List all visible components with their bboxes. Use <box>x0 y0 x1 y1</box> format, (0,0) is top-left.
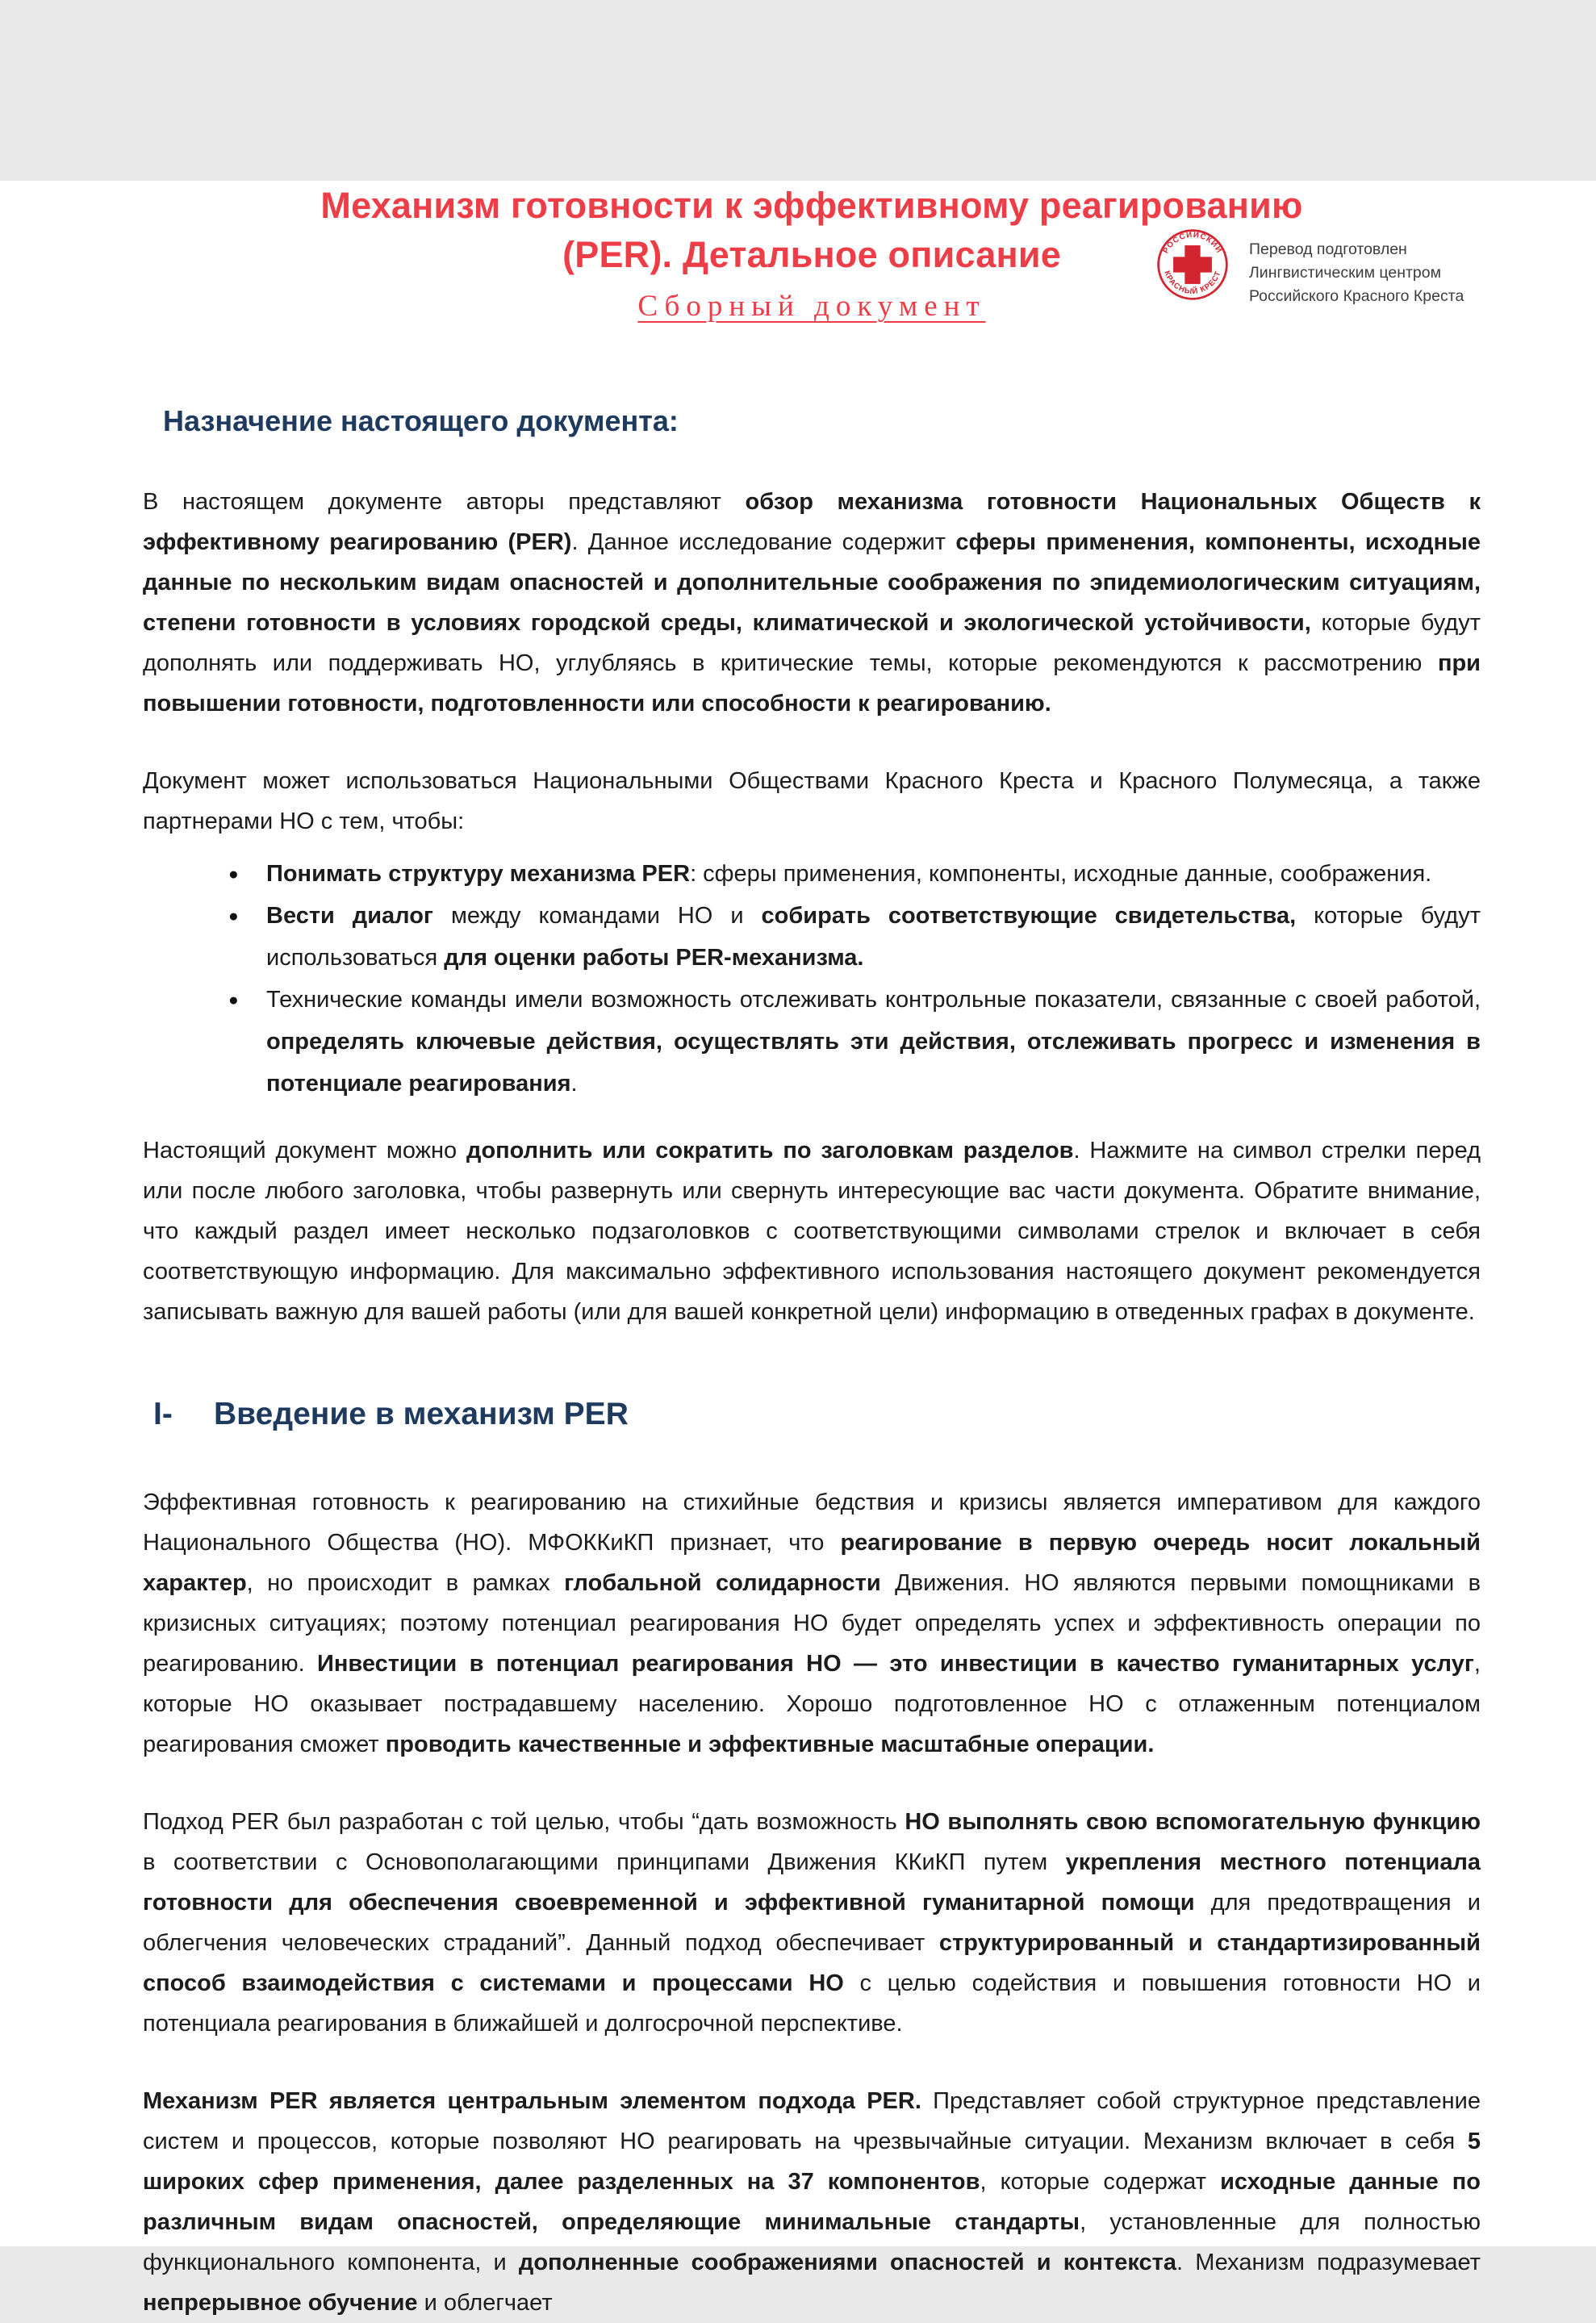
translation-credit-header <box>1155 228 1464 308</box>
paragraph-per-approach: Подход PER был разработан с той целью, чтобы “дать возможность НО выполнять свою вспомогательную функцию в соответствии с Основополагающими принципами Движения ККиКП путем укрепления местного потенциала готовности для обеспечения своевременной и эффективной гуманитарной помощи для предотвращения и облегчения человеческих страданий”. Данный подход обеспечивает структурированный и стандартизированный способ взаимодействия с системами и процессами НО с целью содействия и повышения готовности НО и потенциала реагирования в ближайшей и долгосрочной перспективе. <box>143 1809 1481 2037</box>
logo-arc-top-text: РОССИЙСКИЙ <box>1161 230 1224 256</box>
logo-arc-bottom-text: КРАСНЫЙ КРЕСТ <box>1162 269 1223 297</box>
list-item: ● Технические команды имели возможность отслеживать контрольные показатели, связанные с своей работой, определять ключевые действия, осуществлять эти действия, отслеживать прогресс и изменения в потенциале реагирования. <box>143 979 1481 1105</box>
list-item: ● Понимать структуру механизма PER: сферы применения, компоненты, исходные данные, соображения. <box>143 853 1481 895</box>
credit-text <box>1249 228 1464 308</box>
paragraph-overview: В настоящем документе авторы представляют обзор механизма готовности Национальных Обществ к эффективному реагированию (PER). Данное исследование содержит сферы применения, компоненты, исходные данные по нескольким видам опасностей и дополнительные соображения по эпидемиологическим ситуациям, степени готовности в условиях городской среды, климатической и экологической устойчивости, которые будут дополнять или поддерживать НО, углубляясь в критические темы, которые рекомендуются к рассмотрению при повышении готовности, подготовленности или способности к реагированию. <box>143 489 1481 717</box>
credit-line-3: Российского Красного Креста <box>1249 287 1464 305</box>
section-number: I- <box>153 1397 173 1431</box>
paragraph-navigation-note: Настоящий документ можно дополнить или сократить по заголовкам разделов. Нажмите на символ стрелки перед или после любого заголовка, чтобы развернуть или свернуть интересующие вас части документа. Обратите внимание, что каждый раздел имеет несколько подзаголовков с соответствующими символами стрелок и включает в себя соответствующую информацию. Для максимально эффективного использования настоящего документ рекомендуется записывать важную для вашей работы (или для вашей конкретной цели) информацию в отведенных графах в документе. <box>143 1138 1481 1325</box>
credit-line-2: Лингвистическим центром <box>1249 264 1441 282</box>
paragraph-per-mechanism: Механизм PER является центральным элементом подхода PER. Представляет собой структурное представление систем и процессов, которые позволяют НО реагировать на чрезвычайные ситуации. Механизм включает в себя 5 широких сфер применения, далее разделенных на 37 компонентов, которые содержат исходные данные по различным видам опасностей, определяющие минимальные стандарты, установленные для полностью функционального компонента, и дополненные соображениями опасностей и контекста. Механизм подразумевает непрерывное обучение и облегчает <box>143 2088 1481 2316</box>
title-line-1: Механизм готовности к эффективному реагированию <box>320 185 1303 226</box>
title-line-2: (PER). Детальное описание <box>562 234 1061 275</box>
paragraph-readiness: Эффективная готовность к реагированию на стихийные бедствия и кризисы является императивом для каждого Национального Общества (НО). МФОККиКП признает, что реагирование в первую очередь носит локальный характер, но происходит в рамках глобальной солидарности Движения. НО являются первыми помощниками в кризисных ситуациях; поэтому потенциал реагирования НО будет определять успех и эффективность операции по реагированию. Инвестиции в потенциал реагирования НО — это инвестиции в качество гуманитарных услуг, которые НО оказывает пострадавшему населению. Хорошо подготовленное НО с отлаженным потенциалом реагирования сможет проводить качественные и эффективные масштабные операции. <box>143 1489 1481 1757</box>
section-title: Введение в механизм PER <box>214 1397 629 1431</box>
section-heading-intro <box>143 1397 1481 1432</box>
paragraph-usage-lead-in: Документ может использоваться Национальными Обществами Красного Креста и Красного Полумесяца, а также партнерами НО с тем, чтобы: <box>143 768 1481 834</box>
document-page <box>0 181 1596 2316</box>
bullet-list <box>143 853 1481 1105</box>
credit-line-1: Перевод подготовлен <box>1249 240 1407 258</box>
section-heading-purpose: Назначение настоящего документа: <box>163 404 679 437</box>
document-subtitle: Сборный документ <box>637 290 986 323</box>
russian-red-cross-logo-icon <box>1155 228 1230 302</box>
list-item: ● Вести диалог между командами НО и собирать соответствующие свидетельства, которые будут использоваться для оценки работы PER-механизма. <box>143 895 1481 979</box>
